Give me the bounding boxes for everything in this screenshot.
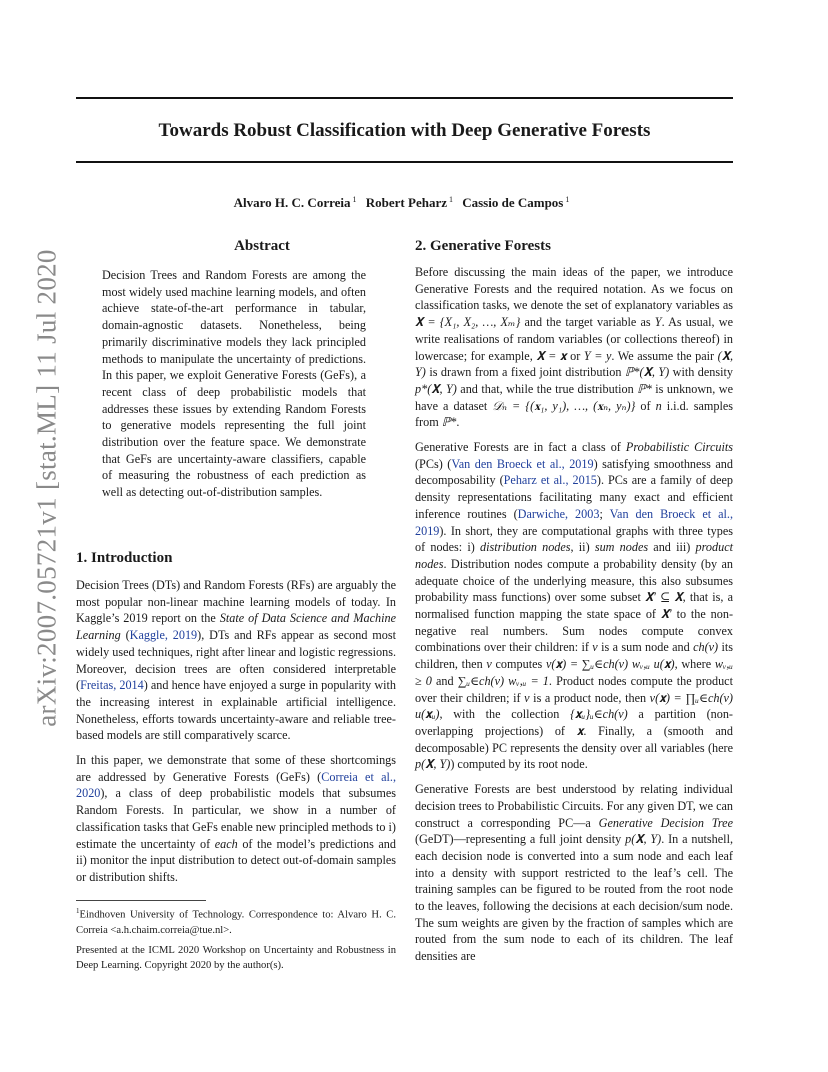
top-rule-upper [76, 97, 733, 99]
citation-link[interactable]: Kaggle, 2019 [129, 628, 198, 643]
affiliation-mark: 1 [448, 195, 453, 204]
citation-link[interactable]: Van den Broeck et al., 2019 [415, 506, 734, 538]
abstract-body [102, 267, 366, 509]
footnote-divider [76, 900, 206, 901]
citation-link[interactable]: Freitas, 2014 [80, 678, 144, 693]
citation-link[interactable]: Peharz et al., 2015 [503, 473, 597, 488]
citation-link[interactable]: Correia et al., 2020 [76, 769, 396, 801]
abstract-text: Decision Trees and Random Forests are among the most widely used machine learning models, and often achieve state-of-the-art performance in tabular, domain-agnostic datasets. Nonetheless, being primarily discriminative models they lack principled methods to manipulate the uncertainty of predictions. In this paper, we exploit Generative Forests (GeFs), a recent class of deep probabilistic models that addresses these issues by extending Random Forests to generative models representing the full joint distribution over the feature space. We demonstrate that GeFs are uncertainty-aware classifiers, capable of measuring the robustness of each prediction as well as detecting out-of-distribution samples. [102, 268, 366, 500]
author-name: Alvaro H. C. Correia [233, 195, 351, 210]
section-heading-generative-forests: 2. Generative Forests [415, 238, 551, 254]
paper-title: Towards Robust Classification with Deep Generative Forests [158, 120, 651, 141]
author-name: Cassio de Campos [462, 195, 564, 210]
paragraph: Generative Forests are best understood by relating individual decision trees to Probabilistic Circuits. For any given DT, we can construct a corresponding PC—a Generative Decision Tree (GeDT)—representing a full joint density p(𝐗, Y). In a nutshell, each decision node is converted into a sum node and each leaf into a density with support restricted to the leaf’s cell. The training samples can be figured to be routed from the root node to the leaves, following the decisions at each decision/sum node. The sum weights are given by the fraction of samples which are routed from the sum node to each of its children. The leaf densities are [415, 782, 734, 964]
introduction-body [76, 577, 396, 894]
arxiv-stamp-text: arXiv:2007.05721v1 [stat.ML] 11 Jul 2020 [31, 249, 62, 727]
paragraph: In this paper, we demonstrate that some of these shortcomings are addressed by Generative Forests (GeFs) (Correia et al., 2020), a class of deep probabilistic models that subsumes Random Forests. In particular, we show in a number of classification tasks that GeFs enable new principled methods to i) estimate the uncertainty of each of the model’s predictions and ii) monitor the input distribution to detect out-of-domain samples or distribution shifts. [76, 753, 396, 884]
abstract-heading: Abstract [234, 238, 290, 254]
citation-link[interactable]: Darwiche, 2003 [517, 506, 600, 521]
paragraph: Generative Forests are in fact a class of Probabilistic Circuits (PCs) (Van den Broeck et al., 2019) satisfying smoothness and decomposability (Peharz et al., 2015). PCs are a family of deep density representations facilitating many exact and efficient inference routines (Darwiche, 2003; Van den Broeck et al., 2019). In short, they are computational graphs with three types of nodes: i) distribution nodes, ii) sum nodes and iii) product nodes. Distribution nodes compute a probability density (by an adequate choice of the underlying measure, this also subsumes probability mass functions) over some subset 𝐗′ ⊆ 𝐗, that is, a normalised function mapping the state space of 𝐗′ to the non-negative real numbers. Sum nodes compute convex combinations over their children: if v is a sum node and ch(v) its children, then v computes v(𝐱) = ∑ᵤ∈ch(v) wᵥ,ᵤ u(𝐱), where wᵥ,ᵤ ≥ 0 and ∑ᵤ∈ch(v) wᵥ,ᵤ = 1. Product nodes compute the product over their children; if v is a product node, then v(𝐱) = ∏ᵤ∈ch(v) u(𝐱ᵤ), with the collection {𝐱ᵤ}ᵤ∈ch(v) a partition (non-overlapping projections) of 𝐱. Finally, a (smooth and decomposable) PC represents the density over all variables (here p(𝐗, Y)) computed by its root node. [415, 440, 734, 772]
section-heading-introduction: 1. Introduction [76, 550, 173, 566]
affiliation-mark: 1 [565, 195, 570, 204]
footnote-mark: 1 [76, 907, 80, 915]
citation-link[interactable]: Van den Broeck et al., 2019 [451, 456, 594, 471]
paragraph: Decision Trees (DTs) and Random Forests (RFs) are arguably the most popular non-linear machine learning models of today. In Kaggle’s 2019 report on the State of Data Science and Machine Learning (Kaggle, 2019), DTs and RFs appear as second most widely used techniques, right after linear and logistic regressions. Moreover, decision trees are often considered interpretable (Freitas, 2014) and hence have enjoyed a surge in popularity with the increasing interest in explainable artificial intelligence. Nonetheless, efforts towards uncertainty-aware and reliable tree-based models are still comparatively scarce. [76, 578, 397, 743]
footnote-venue: Presented at the ICML 2020 Workshop on Uncertainty and Robustness in Deep Learning. Copyright 2020 by the author(s). [76, 945, 396, 971]
author-list [76, 191, 733, 212]
footnote-affiliation: $^1$Eindhoven University of Technology. Correspondence to: Alvaro H. C. Correia <a.h.chaim.correia@tue.nl>. [76, 907, 396, 936]
affiliation-mark: 1 [352, 195, 357, 204]
generative-forests-body [415, 264, 733, 973]
author-name: Robert Peharz [365, 195, 447, 210]
paragraph: Before discussing the main ideas of the paper, we introduce Generative Forests and the required notation. As we focus on classification tasks, we denote the set of explanatory variables as 𝐗 = {X₁, X₂, …, Xₘ} and the target variable as Y. As usual, we write realisations of random variables (or collections thereof) in lowercase; for example, 𝐗 = 𝐱 or Y = y. We assume the pair (𝐗, Y) is drawn from a fixed joint distribution ℙ*(𝐗, Y) with density p*(𝐗, Y) and that, while the true distribution ℙ* is unknown, we have a dataset 𝒟ₙ = {(𝐱₁, y₁), …, (𝐱ₙ, yₙ)} of n i.i.d. samples from ℙ*. [415, 265, 733, 430]
top-rule-lower [76, 161, 733, 163]
